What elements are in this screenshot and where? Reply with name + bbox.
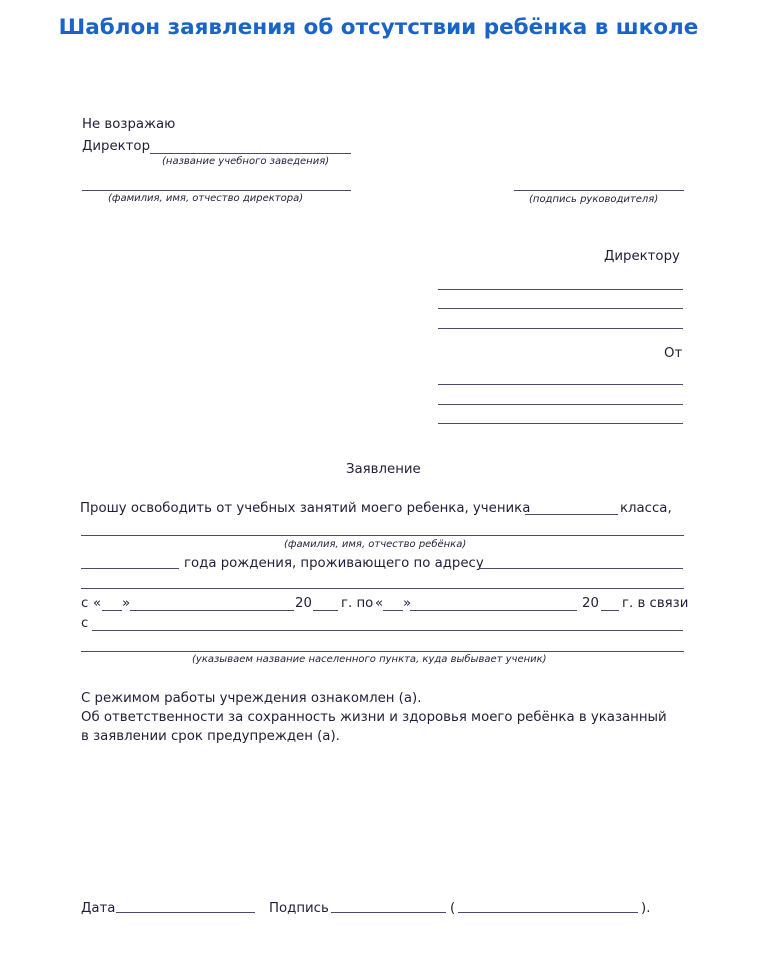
statement-line1-end: класса,	[620, 501, 672, 516]
from-year-suffix: г. по	[341, 596, 374, 611]
from-label: От	[664, 346, 683, 361]
date-label: Дата	[81, 901, 116, 916]
no-objection-label: Не возражаю	[82, 117, 176, 132]
child-name-field-line[interactable]	[81, 535, 684, 536]
from-date-prefix: с	[81, 596, 89, 611]
institution-field-line[interactable]	[150, 153, 351, 154]
address-field-line-1[interactable]	[479, 568, 683, 569]
reason-prefix: с	[81, 616, 89, 631]
to-day-field-line[interactable]	[383, 610, 403, 611]
director-label: Директор	[82, 139, 151, 154]
director-name-field-line[interactable]	[82, 190, 351, 191]
from-field-line-3[interactable]	[438, 423, 683, 424]
acknowledgement-line-1: С режимом работы учреждения ознакомлен (а).	[81, 691, 422, 706]
from-field-line-1[interactable]	[438, 384, 683, 385]
name-paren-open: (	[450, 901, 456, 916]
signature-label: Подпись	[269, 901, 329, 916]
from-year-prefix: 20	[295, 596, 312, 611]
director-name-caption: (фамилия, имя, отчество директора)	[108, 193, 304, 204]
birth-year-field-line[interactable]	[81, 568, 179, 569]
to-year-suffix: г. в связи	[622, 596, 689, 611]
to-day-quote-close: »	[403, 596, 412, 611]
to-director-label: Директору	[604, 249, 680, 264]
grade-field-line[interactable]	[525, 514, 618, 515]
to-field-line-3[interactable]	[438, 328, 683, 329]
signature-field-line[interactable]	[331, 912, 446, 913]
to-year-field-line[interactable]	[601, 610, 619, 611]
from-day-quote-close: »	[122, 596, 131, 611]
acknowledgement-line-3: в заявлении срок предупрежден (а).	[81, 729, 340, 744]
from-day-quote-open: «	[93, 596, 102, 611]
reason-field-line-2[interactable]	[81, 651, 684, 652]
signature-name-field-line[interactable]	[458, 912, 638, 913]
director-signature-field-line[interactable]	[514, 190, 684, 191]
to-day-quote-open: «	[375, 596, 384, 611]
name-paren-close: ).	[641, 901, 651, 916]
to-year-prefix: 20	[582, 596, 599, 611]
institution-caption: (название учебного заведения)	[162, 156, 330, 167]
acknowledgement-line-2: Об ответственности за сохранность жизни и здоровья моего ребёнка в указанный	[81, 710, 667, 725]
to-field-line-2[interactable]	[438, 308, 683, 309]
signature-caption: (подпись руководителя)	[529, 194, 659, 205]
child-name-caption: (фамилия, имя, отчество ребёнка)	[284, 539, 467, 550]
to-month-field-line[interactable]	[410, 610, 577, 611]
address-field-line-2[interactable]	[81, 588, 684, 589]
from-year-field-line[interactable]	[313, 610, 338, 611]
from-day-field-line[interactable]	[102, 610, 122, 611]
date-field-line[interactable]	[116, 912, 255, 913]
destination-caption: (указываем название населенного пункта, куда выбывает ученик)	[192, 654, 547, 665]
from-month-field-line[interactable]	[130, 610, 294, 611]
statement-line1-start: Прошу освободить от учебных занятий моего ребенка, ученика	[80, 501, 531, 516]
to-field-line-1[interactable]	[438, 289, 683, 290]
page-title: Шаблон заявления об отсутствии ребёнка в школе	[58, 15, 699, 40]
statement-heading: Заявление	[346, 462, 421, 477]
birth-address-label: года рождения, проживающего по адресу	[184, 556, 484, 571]
from-field-line-2[interactable]	[438, 404, 683, 405]
reason-field-line-1[interactable]	[92, 630, 683, 631]
